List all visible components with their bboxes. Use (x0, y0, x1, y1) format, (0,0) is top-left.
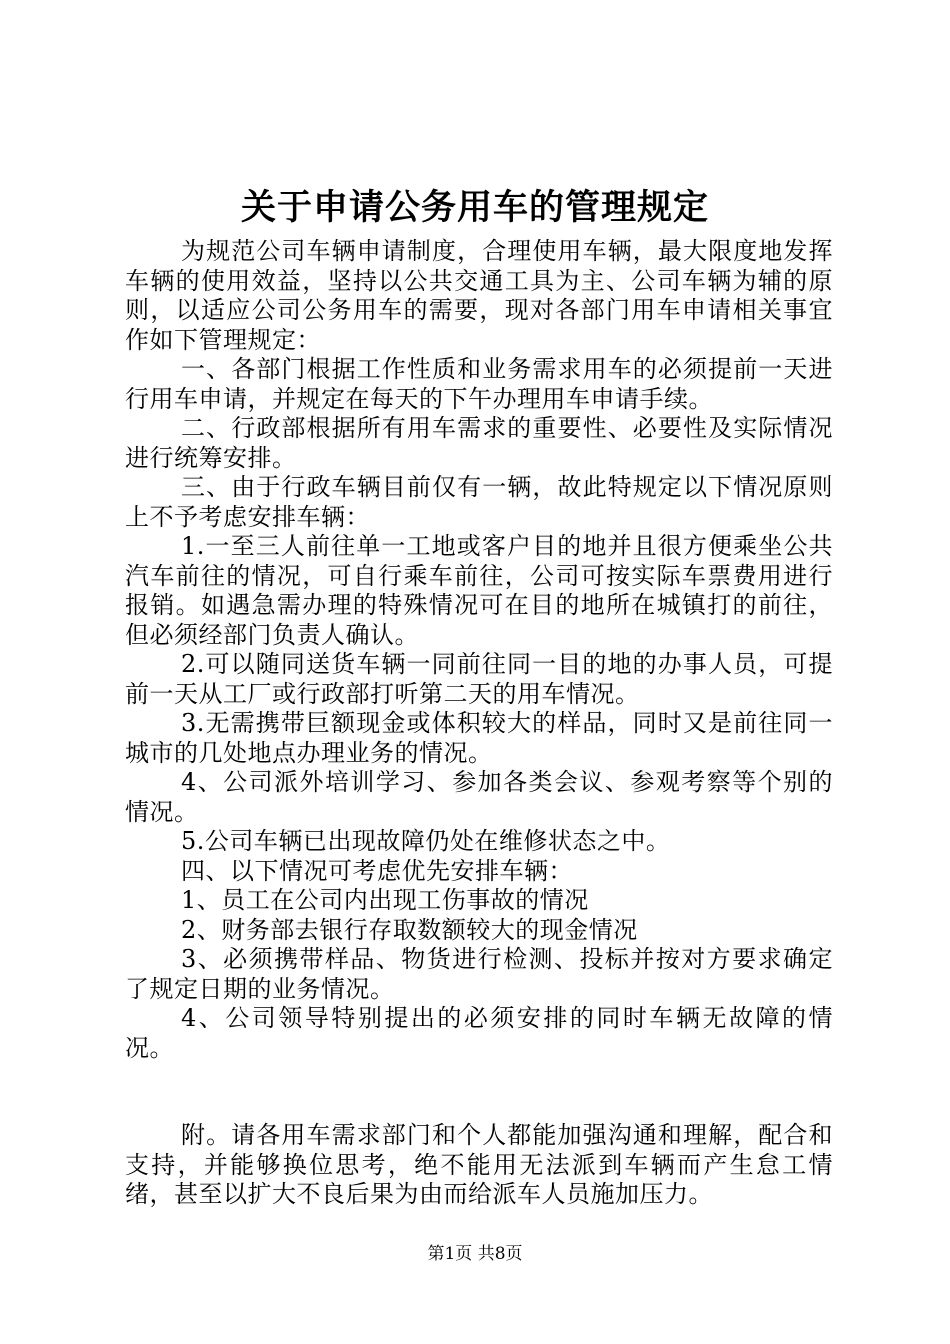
rule-3-item-1: 1.一至三人前往单一工地或客户目的地并且很方便乘坐公共汽车前往的情况，可自行乘车前往，公司可按实际车票费用进行报销。如遇急需办理的特殊情况可在目的地所在城镇打的前往，但必须经部门负责人确认。 (125, 532, 833, 649)
page-footer: 第1页 共8页 (427, 1244, 523, 1264)
rule-4-paragraph: 四、以下情况可考虑优先安排车辆： (181, 856, 573, 885)
rule-4-item-1: 1、员工在公司内出现工伤事故的情况 (181, 886, 589, 914)
rule-3-paragraph: 三、由于行政车辆目前仅有一辆，故此特规定以下情况原则上不予考虑安排车辆： (125, 473, 833, 531)
blank-line (125, 1063, 833, 1121)
document-body (125, 237, 833, 1210)
rule-3-item-4: 4、公司派外培训学习、参加各类会议、参观考察等个别的情况。 (125, 768, 833, 826)
rule-4-item-2: 2、财务部去银行存取数额较大的现金情况 (181, 915, 638, 944)
rule-3-item-3: 3.无需携带巨额现金或体积较大的样品，同时又是前往同一城市的几处地点办理业务的情况。 (125, 709, 833, 767)
document-title: 关于申请公务用车的管理规定 (240, 187, 709, 228)
rule-4-item-4: 4、公司领导特别提出的必须安排的同时车辆无故障的情况。 (125, 1004, 833, 1062)
intro-paragraph: 为规范公司车辆申请制度，合理使用车辆，最大限度地发挥车辆的使用效益，坚持以公共交通工具为主、公司车辆为辅的原则，以适应公司公务用车的需要，现对各部门用车申请相关事宜作如下管理规定： (125, 237, 833, 354)
rule-3-item-2: 2.可以随同送货车辆一同前往同一目的地的办事人员，可提前一天从工厂或行政部打听第二天的用车情况。 (125, 650, 833, 708)
rule-4-item-3: 3、必须携带样品、物货进行检测、投标并按对方要求确定了规定日期的业务情况。 (125, 945, 833, 1003)
rule-1-paragraph: 一、各部门根据工作性质和业务需求用车的必须提前一天进行用车申请，并规定在每天的下午办理用车申请手续。 (125, 355, 833, 413)
rule-2-paragraph: 二、行政部根据所有用车需求的重要性、必要性及实际情况进行统筹安排。 (125, 414, 833, 472)
appendix-paragraph: 附。请各用车需求部门和个人都能加强沟通和理解，配合和支持，并能够换位思考，绝不能用无法派到车辆而产生怠工情绪，甚至以扩大不良后果为由而给派车人员施加压力。 (125, 1121, 833, 1208)
rule-3-item-5: 5.公司车辆已出现故障仍处在维修状态之中。 (181, 827, 671, 855)
